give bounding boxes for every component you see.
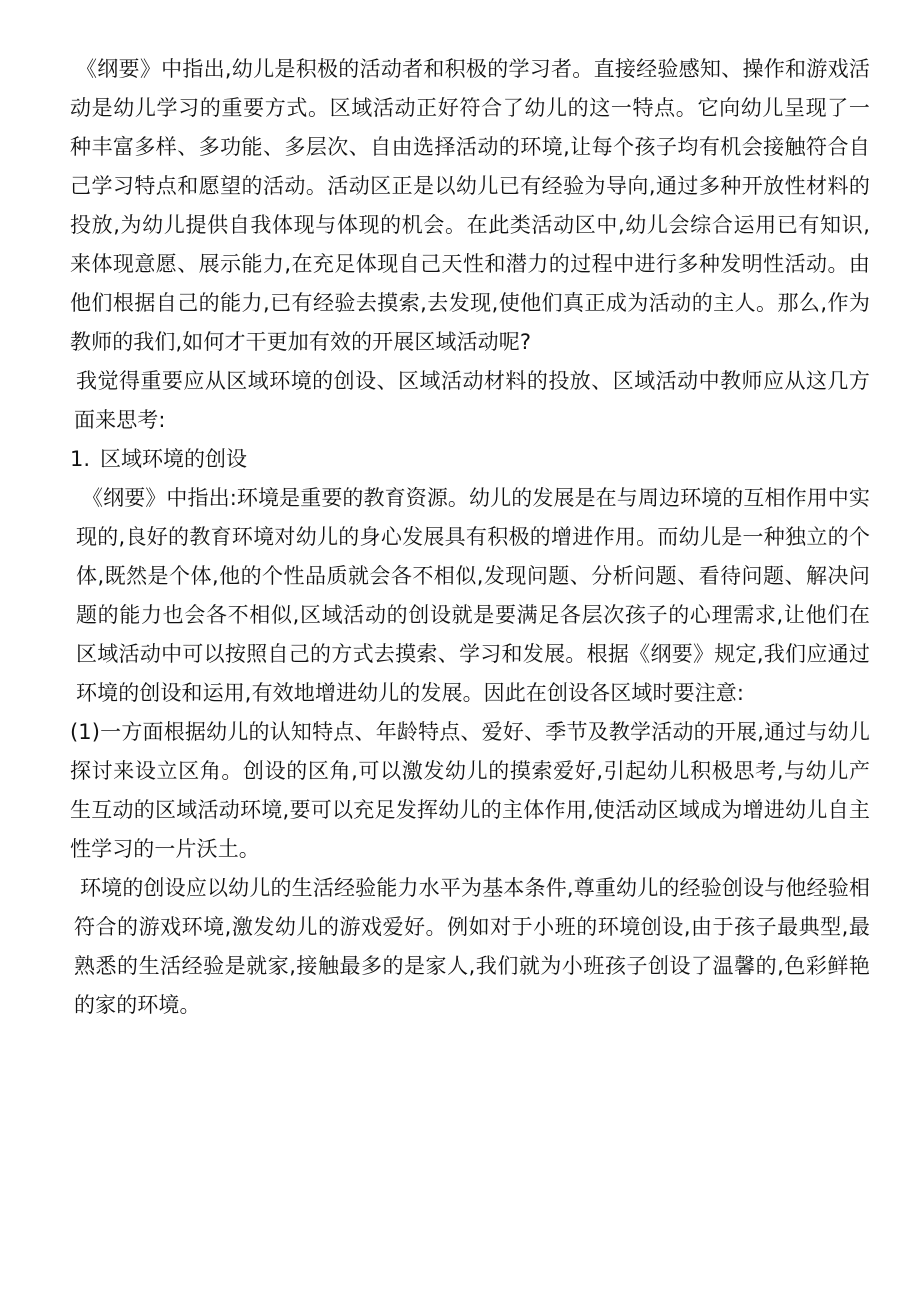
- paragraph-environment-creation: 环境的创设应以幼儿的生活经验能力水平为基本条件,尊重幼儿的经验创设与他经验相符合的游戏环境,激发幼儿的游戏爱好。例如对于小班的环境创设,由于孩子最典型,最熟悉的生活经验是就家,接触最多的是家人,我们就为小班孩子创设了温馨的,色彩鲜艳的家的环境。: [74, 876, 870, 1017]
- section-number: 1.: [70, 447, 91, 471]
- paragraph-approach: 我觉得重要应从区域环境的创设、区域活动材料的投放、区域活动中教师应从这几方面来思考:: [74, 369, 870, 432]
- section-heading-1: [70, 440, 870, 479]
- paragraph-intro: 《纲要》中指出,幼儿是积极的活动者和积极的学习者。直接经验感知、操作和游戏活动是幼儿学习的重要方式。区域活动正好符合了幼儿的这一特点。它向幼儿呈现了一种丰富多样、多功能、多层次、自由选择活动的环境,让每个孩子均有机会接触符合自己学习特点和愿望的活动。活动区正是以幼儿已有经验为导向,通过多种开放性材料的投放,为幼儿提供自我体现与体现的机会。在此类活动区中,幼儿会综合运用已有知识,来体现意愿、展示能力,在充足体现自己天性和潜力的过程中进行多种发明性活动。由他们根据自己的能力,已有经验去摸索,去发现,使他们真正成为活动的主人。那么,作为教师的我们,如何才干更加有效的开展区域活动呢?: [70, 57, 870, 354]
- paragraph-environment: 《纲要》中指出:环境是重要的教育资源。幼儿的发展是在与周边环境的互相作用中实现的,良好的教育环境对幼儿的身心发展具有积极的增进作用。而幼儿是一种独立的个体,既然是个体,他的个性品质就会各不相似,发现问题、分析问题、看待问题、解决问题的能力也会各不相似,区域活动的创设就是要满足各层次孩子的心理需求,让他们在区域活动中可以按照自己的方式去摸索、学习和发展。根据《纲要》规定,我们应通过环境的创设和运用,有效地增进幼儿的发展。因此在创设各区域时要注意:: [76, 486, 870, 705]
- paragraph-point-1: (1)一方面根据幼儿的认知特点、年龄特点、爱好、季节及教学活动的开展,通过与幼儿探讨来设立区角。创设的区角,可以激发幼儿的摸索爱好,引起幼儿积极思考,与幼儿产生互动的区域活动环境,要可以充足发挥幼儿的主体作用,使活动区域成为增进幼儿自主性学习的一片沃土。: [70, 720, 870, 861]
- section-title: 区域环境的创设: [100, 447, 248, 471]
- document-body: [70, 50, 870, 1025]
